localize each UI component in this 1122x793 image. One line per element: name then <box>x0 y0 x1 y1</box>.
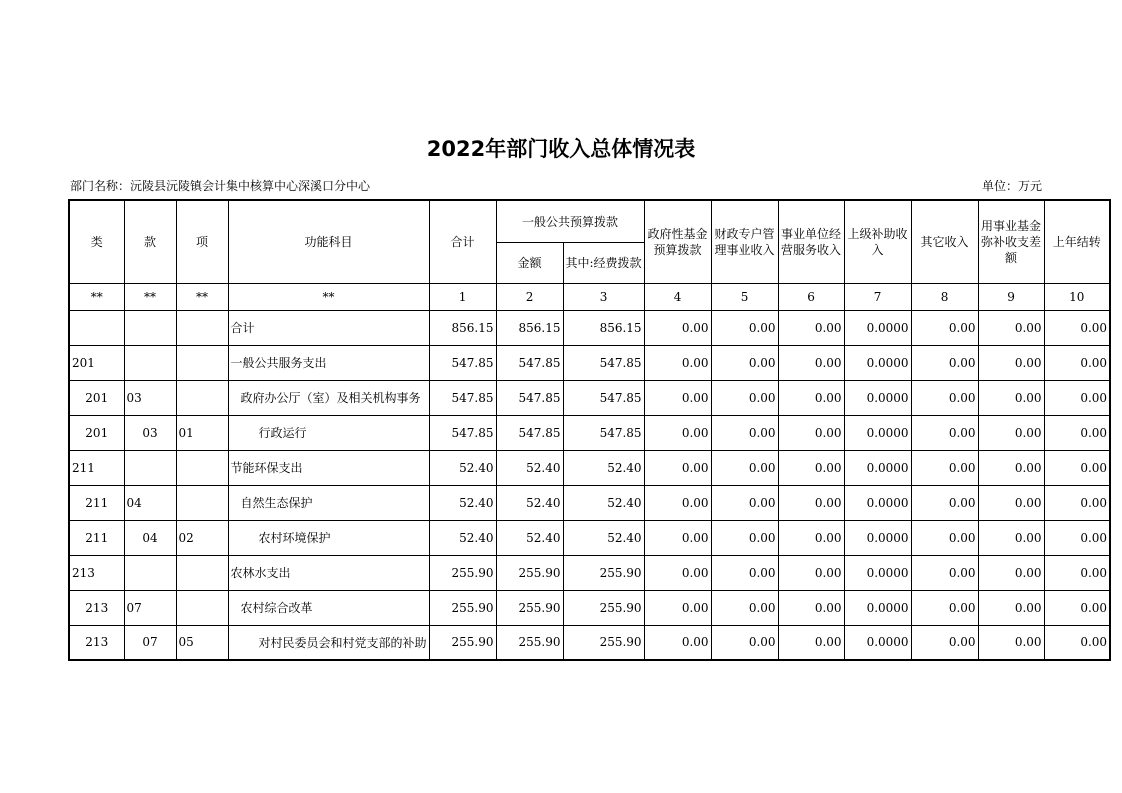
cell-value: 547.85 <box>496 345 563 380</box>
cell-value: 0.0000 <box>844 555 911 590</box>
cell-lei: 213 <box>69 590 124 625</box>
cell-value: 0.0000 <box>844 345 911 380</box>
cell-value: 0.00 <box>978 345 1044 380</box>
header-fiscal-special: 财政专户管理事业收入 <box>711 200 778 283</box>
header-fund-cover: 用事业基金弥补收支差额 <box>978 200 1044 283</box>
cell-value: 0.00 <box>711 625 778 660</box>
table-row <box>69 555 1110 590</box>
cell-value: 0.00 <box>978 415 1044 450</box>
cell-value: 52.40 <box>496 485 563 520</box>
cell-value: 52.40 <box>563 450 644 485</box>
cell-value: 0.00 <box>644 555 711 590</box>
cell-value: 0.0000 <box>844 415 911 450</box>
cell-lei: 213 <box>69 555 124 590</box>
cell-kuan: 07 <box>124 625 176 660</box>
cell-value: 52.40 <box>563 485 644 520</box>
cell-value: 0.00 <box>978 625 1044 660</box>
cell-value: 0.00 <box>711 485 778 520</box>
table-row <box>69 590 1110 625</box>
cell-kuan: 03 <box>124 415 176 450</box>
cell-kuan <box>124 310 176 345</box>
cell-value: 856.15 <box>496 310 563 345</box>
cell-value: 0.00 <box>644 380 711 415</box>
cell-value: 0.00 <box>711 415 778 450</box>
cell-value: 0.0000 <box>844 310 911 345</box>
header-subject: 功能科目 <box>228 200 429 283</box>
cell-value: 0.00 <box>911 380 978 415</box>
cell-value: 547.85 <box>563 345 644 380</box>
cell-value: 255.90 <box>563 625 644 660</box>
cell-value: 0.00 <box>711 345 778 380</box>
cell-xiang <box>176 310 228 345</box>
index-cell: 4 <box>644 283 711 310</box>
cell-value: 0.00 <box>1044 625 1110 660</box>
cell-value: 547.85 <box>563 415 644 450</box>
cell-value: 0.00 <box>644 345 711 380</box>
index-cell: ** <box>228 283 429 310</box>
table-row <box>69 415 1110 450</box>
cell-xiang <box>176 555 228 590</box>
cell-value: 255.90 <box>496 625 563 660</box>
cell-value: 0.00 <box>778 485 844 520</box>
cell-value: 255.90 <box>496 590 563 625</box>
cell-value: 0.00 <box>1044 310 1110 345</box>
cell-value: 255.90 <box>429 590 496 625</box>
cell-kuan <box>124 555 176 590</box>
cell-value: 52.40 <box>429 520 496 555</box>
cell-value: 0.0000 <box>844 450 911 485</box>
cell-value: 547.85 <box>429 415 496 450</box>
cell-value: 0.00 <box>978 310 1044 345</box>
cell-lei: 201 <box>69 345 124 380</box>
report-title: 2022年部门收入总体情况表 <box>426 137 696 161</box>
cell-value: 0.00 <box>778 590 844 625</box>
index-cell: 2 <box>496 283 563 310</box>
cell-value: 0.00 <box>978 555 1044 590</box>
department-name: 部门名称：沅陵县沅陵镇会计集中核算中心深溪口分中心 <box>70 179 371 193</box>
cell-value: 0.00 <box>911 310 978 345</box>
cell-value: 0.00 <box>911 485 978 520</box>
income-table <box>68 199 1111 661</box>
cell-xiang: 05 <box>176 625 228 660</box>
cell-subject: 合计 <box>228 310 429 345</box>
header-gov-fund: 政府性基金预算拨款 <box>644 200 711 283</box>
cell-value: 0.00 <box>644 485 711 520</box>
cell-value: 0.0000 <box>844 380 911 415</box>
cell-value: 0.0000 <box>844 625 911 660</box>
cell-value: 0.00 <box>644 310 711 345</box>
cell-value: 0.00 <box>644 450 711 485</box>
cell-value: 52.40 <box>496 450 563 485</box>
cell-value: 0.00 <box>911 590 978 625</box>
cell-value: 0.00 <box>644 520 711 555</box>
cell-value: 0.00 <box>1044 555 1110 590</box>
cell-subject: 对村民委员会和村党支部的补助 <box>228 625 429 660</box>
cell-value: 0.00 <box>911 520 978 555</box>
cell-value: 0.0000 <box>844 520 911 555</box>
cell-value: 0.00 <box>978 450 1044 485</box>
cell-value: 0.00 <box>911 450 978 485</box>
cell-value: 0.00 <box>911 555 978 590</box>
cell-value: 0.00 <box>711 380 778 415</box>
table-row <box>69 345 1110 380</box>
cell-value: 52.40 <box>496 520 563 555</box>
cell-value: 0.00 <box>711 590 778 625</box>
cell-value: 0.00 <box>1044 415 1110 450</box>
cell-value: 0.00 <box>778 520 844 555</box>
header-business-ops: 事业单位经营服务收入 <box>778 200 844 283</box>
index-cell: 8 <box>911 283 978 310</box>
cell-value: 255.90 <box>429 555 496 590</box>
cell-value: 0.00 <box>978 590 1044 625</box>
cell-subject: 农林水支出 <box>228 555 429 590</box>
cell-value: 0.00 <box>711 310 778 345</box>
table-row <box>69 310 1110 345</box>
cell-lei: 201 <box>69 380 124 415</box>
cell-xiang <box>176 380 228 415</box>
cell-value: 255.90 <box>563 590 644 625</box>
cell-kuan <box>124 450 176 485</box>
header-general-budget: 一般公共预算拨款 <box>496 200 644 242</box>
header-row-1 <box>69 200 1110 242</box>
unit-label: 单位：万元 <box>981 179 1042 193</box>
cell-value: 547.85 <box>563 380 644 415</box>
index-cell: 6 <box>778 283 844 310</box>
cell-value: 0.00 <box>1044 380 1110 415</box>
header-total: 合计 <box>429 200 496 283</box>
cell-value: 0.00 <box>778 450 844 485</box>
index-cell: ** <box>69 283 124 310</box>
index-cell: 1 <box>429 283 496 310</box>
cell-value: 0.00 <box>778 415 844 450</box>
cell-value: 547.85 <box>429 380 496 415</box>
cell-kuan: 04 <box>124 520 176 555</box>
header-superior-subsidy: 上级补助收入 <box>844 200 911 283</box>
cell-value: 0.00 <box>778 380 844 415</box>
cell-value: 856.15 <box>563 310 644 345</box>
header-other-income: 其它收入 <box>911 200 978 283</box>
cell-value: 0.00 <box>978 485 1044 520</box>
cell-kuan: 04 <box>124 485 176 520</box>
header-carryover: 上年结转 <box>1044 200 1110 283</box>
cell-xiang <box>176 590 228 625</box>
header-amount: 金额 <box>496 242 563 283</box>
cell-subject: 政府办公厅（室）及相关机构事务 <box>228 380 429 415</box>
cell-value: 52.40 <box>563 520 644 555</box>
cell-subject: 节能环保支出 <box>228 450 429 485</box>
cell-value: 0.00 <box>911 625 978 660</box>
cell-value: 0.00 <box>1044 520 1110 555</box>
table-row <box>69 520 1110 555</box>
cell-subject: 一般公共服务支出 <box>228 345 429 380</box>
cell-value: 0.00 <box>644 625 711 660</box>
cell-value: 0.00 <box>911 345 978 380</box>
cell-lei: 211 <box>69 450 124 485</box>
index-cell: 5 <box>711 283 778 310</box>
header-xiang: 项 <box>176 200 228 283</box>
table-row <box>69 380 1110 415</box>
cell-value: 0.00 <box>978 380 1044 415</box>
cell-value: 547.85 <box>496 380 563 415</box>
cell-kuan: 07 <box>124 590 176 625</box>
cell-value: 255.90 <box>496 555 563 590</box>
cell-kuan <box>124 345 176 380</box>
cell-value: 52.40 <box>429 450 496 485</box>
cell-lei: 211 <box>69 520 124 555</box>
cell-value: 0.00 <box>778 555 844 590</box>
cell-value: 0.0000 <box>844 590 911 625</box>
table-row <box>69 485 1110 520</box>
cell-value: 0.00 <box>644 415 711 450</box>
cell-value: 0.0000 <box>844 485 911 520</box>
index-cell: ** <box>124 283 176 310</box>
cell-lei: 211 <box>69 485 124 520</box>
cell-subject: 农村综合改革 <box>228 590 429 625</box>
cell-value: 0.00 <box>778 345 844 380</box>
cell-xiang <box>176 485 228 520</box>
cell-xiang <box>176 345 228 380</box>
cell-xiang: 01 <box>176 415 228 450</box>
table-row <box>69 625 1110 660</box>
table-row <box>69 450 1110 485</box>
index-cell: 7 <box>844 283 911 310</box>
index-cell: 10 <box>1044 283 1110 310</box>
cell-value: 52.40 <box>429 485 496 520</box>
header-lei: 类 <box>69 200 124 283</box>
cell-lei: 201 <box>69 415 124 450</box>
cell-value: 0.00 <box>1044 450 1110 485</box>
cell-subject: 自然生态保护 <box>228 485 429 520</box>
cell-subject: 行政运行 <box>228 415 429 450</box>
cell-value: 255.90 <box>563 555 644 590</box>
cell-xiang: 02 <box>176 520 228 555</box>
cell-value: 0.00 <box>1044 345 1110 380</box>
cell-value: 0.00 <box>711 555 778 590</box>
cell-lei: 213 <box>69 625 124 660</box>
cell-lei <box>69 310 124 345</box>
cell-value: 547.85 <box>496 415 563 450</box>
index-cell: ** <box>176 283 228 310</box>
cell-value: 0.00 <box>644 590 711 625</box>
index-row <box>69 283 1110 310</box>
cell-kuan: 03 <box>124 380 176 415</box>
cell-xiang <box>176 450 228 485</box>
index-cell: 9 <box>978 283 1044 310</box>
cell-value: 0.00 <box>978 520 1044 555</box>
cell-subject: 农村环境保护 <box>228 520 429 555</box>
cell-value: 0.00 <box>911 415 978 450</box>
cell-value: 0.00 <box>1044 590 1110 625</box>
index-cell: 3 <box>563 283 644 310</box>
cell-value: 0.00 <box>711 520 778 555</box>
header-of-which: 其中:经费拨款 <box>563 242 644 283</box>
cell-value: 856.15 <box>429 310 496 345</box>
cell-value: 255.90 <box>429 625 496 660</box>
cell-value: 0.00 <box>1044 485 1110 520</box>
header-kuan: 款 <box>124 200 176 283</box>
cell-value: 0.00 <box>778 625 844 660</box>
cell-value: 0.00 <box>778 310 844 345</box>
cell-value: 547.85 <box>429 345 496 380</box>
cell-value: 0.00 <box>711 450 778 485</box>
